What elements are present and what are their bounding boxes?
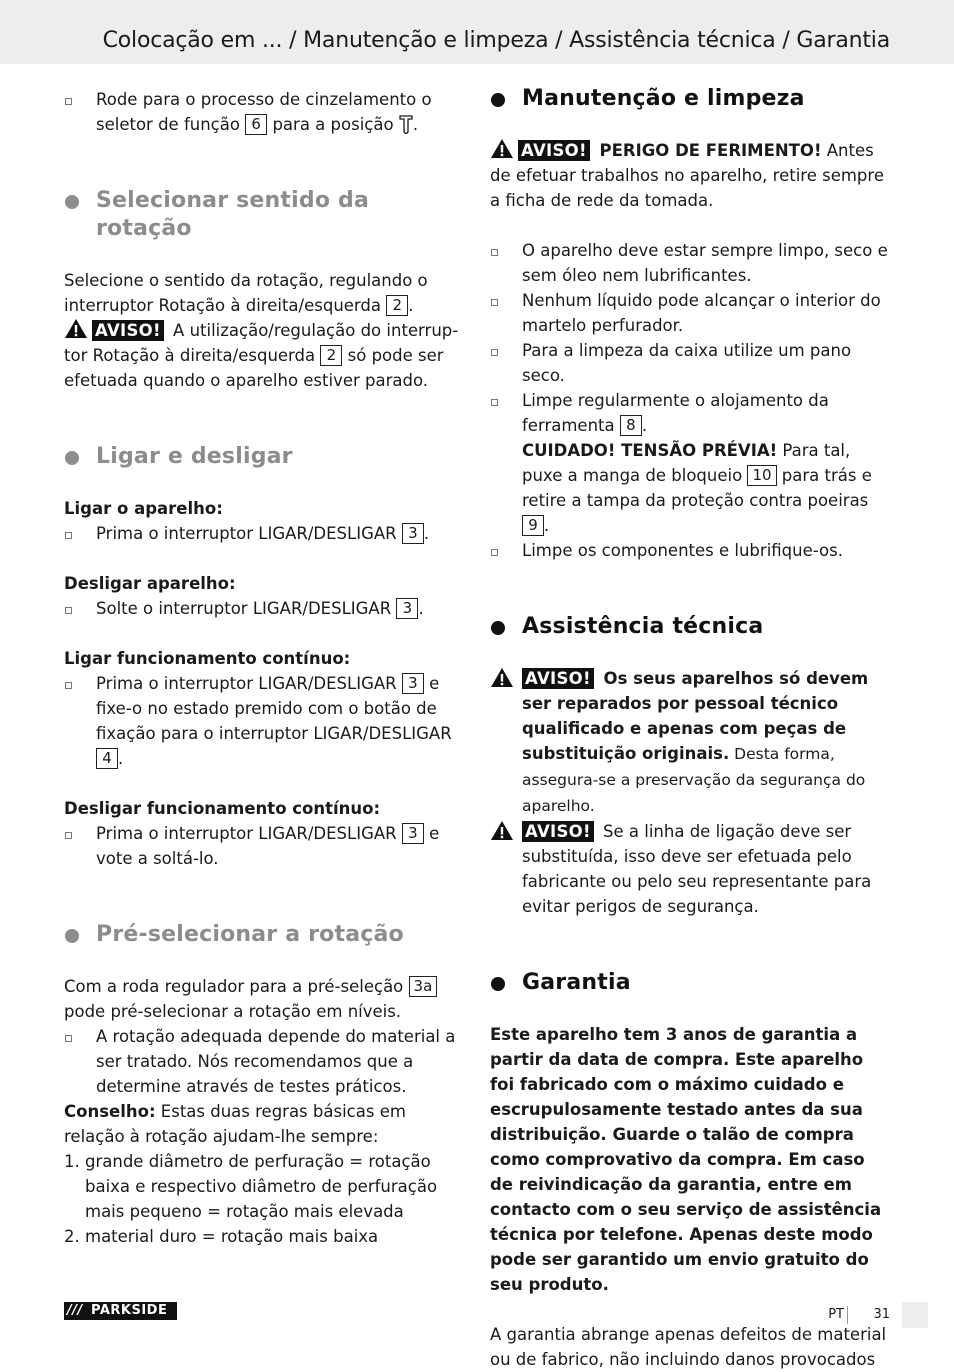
list-item: Prima o interruptor LIGAR/DESLIGAR 3 . [64,521,464,546]
right-column [490,85,890,1372]
subheading: Ligar o aparelho: [64,499,223,518]
divider [847,1306,848,1324]
list-item: O aparelho deve estar sempre limpo, seco e sem óleo nem lubrificantes. [490,238,890,288]
warning-paragraph: AVISO! PERIGO DE FERIMENTO! Antes de efetuar trabalhos no aparelho, retire sempre a ficha de rede da tomada. [490,138,890,213]
section-heading-warranty: Garantia [490,969,890,997]
section-heading-maintenance: Manutenção e limpeza [490,85,890,113]
section-heading-on-off: Ligar e desligar [64,443,464,471]
chisel-icon [399,114,413,134]
warning-paragraph: AVISO! Os seus aparelhos só devem ser reparados por pessoal técnico qualificado e apenas com peças de substituição originais. Desta forma, assegura-se a preservação da segurança do aparelho. [490,666,890,819]
warning-paragraph: AVISO! Se a linha de ligação deve ser substituída, isso deve ser efetuada pelo fabricante ou pelo seu representante para evitar perigos de segurança. [490,819,890,919]
page-number: 31 [873,1307,890,1322]
aviso-label: AVISO! [522,821,594,842]
ordered-list-item: 2. material duro = rotação mais baixa [64,1227,379,1246]
subheading: Ligar funcionamento contínuo: [64,649,351,668]
aviso-label: AVISO! [518,140,590,161]
part-number: 8 [620,415,642,436]
list-item: Prima o interruptor LIGAR/DESLIGAR 3 e fixe-o no estado premido com o botão de fixação para o interruptor LIGAR/DESLIGAR 4 . [64,671,464,771]
list-item: Limpe regularmente o alojamento da ferramenta 8 . CUIDADO! TENSÃO PRÉVIA! Para tal, puxe a manga de bloqueio 10 para trás e retire a tampa da proteção contra poeiras 9 . [490,388,890,538]
language-code: PT [828,1307,844,1322]
page-title: Colocação em ... / Manutenção e limpeza / Assistência técnica / Garantia [102,28,890,53]
list-item: A rotação adequada depende do material a ser tratado. Nós recomendamos que a determine através de testes práticos. [64,1024,464,1099]
part-number: 6 [245,114,267,135]
aviso-label: AVISO! [92,320,164,341]
section-heading-rotation-direction: Selecionar sentido da rotação [64,187,464,243]
list-item: Solte o interruptor LIGAR/DESLIGAR 3 . [64,596,464,621]
warning-triangle-icon [490,138,514,159]
list-item: Rode para o processo de cinzelamento o seletor de função 6 para a posição . [64,87,464,137]
subheading: Desligar aparelho: [64,574,236,593]
warning-triangle-icon [64,318,88,339]
paragraph: Com a roda regulador para a pré-seleção 3a pode pré-selecionar a rotação em níveis. [64,974,464,1024]
section-heading-technical-service: Assistência técnica [490,613,890,641]
warning-triangle-icon [490,667,514,688]
part-number: 2 [320,345,342,366]
tip-paragraph: Conselho: Estas duas regras básicas em relação à rotação ajudam-lhe sempre: [64,1102,406,1146]
list-item: Limpe os componentes e lubrifique-os. [490,538,890,563]
part-number: 3 [396,598,418,619]
part-number: 3 [402,523,424,544]
paragraph: Selecione o sentido da rotação, regulando o interruptor Rotação à direita/esquerda 2 . [64,271,428,315]
part-number: 3a [409,976,438,997]
part-number: 3 [402,823,424,844]
section-heading-preselect-rotation: Pré-selecionar a rotação [64,921,464,949]
subheading: Desligar funcionamento contínuo: [64,799,381,818]
warranty-paragraph: A garantia abrange apenas defeitos de material ou de fabrico, não incluindo danos provocados [490,1325,887,1369]
part-number: 4 [96,748,118,769]
part-number: 10 [747,465,776,486]
left-column [64,87,464,1249]
ordered-list-item: 1. grande diâmetro de perfuração = rotação baixa e respectivo diâmetro de perfuração mais pequeno = rotação mais elevada [64,1152,438,1221]
warranty-bold-paragraph: Este aparelho tem 3 anos de garantia a partir da data de compra. Este aparelho foi fabricado com o máximo cuidado e escrupulosamente testado antes da sua distribuição. Guarde o talão de compra como comprovativo da compra. Em caso de reivindicação da garantia, entre em contacto com o seu serviço de assistência técnica por telefone. Apenas deste modo pode ser garantido um envio gratuito do seu produto. [490,1025,882,1294]
warning-triangle-icon [490,820,514,841]
footer-tab-marker [902,1302,928,1328]
page-header [0,0,954,64]
logo-slashes-icon: /// [67,1303,83,1318]
list-item: Prima o interruptor LIGAR/DESLIGAR 3 e vote a soltá-lo. [64,821,464,871]
part-number: 3 [402,673,424,694]
list-item: Para a limpeza da caixa utilize um pano seco. [490,338,890,388]
page-footer [808,1302,928,1328]
parkside-logo: /// PARKSIDE [64,1302,177,1320]
aviso-label: AVISO! [522,668,594,689]
part-number: 2 [386,295,408,316]
part-number: 9 [522,515,544,536]
warning-paragraph: AVISO! A utilização/regulação do interruptor Rotação à direita/esquerda 2 só pode ser efetuada quando o aparelho estiver parado. [64,318,464,393]
list-item: Nenhum líquido pode alcançar o interior do martelo perfurador. [490,288,890,338]
